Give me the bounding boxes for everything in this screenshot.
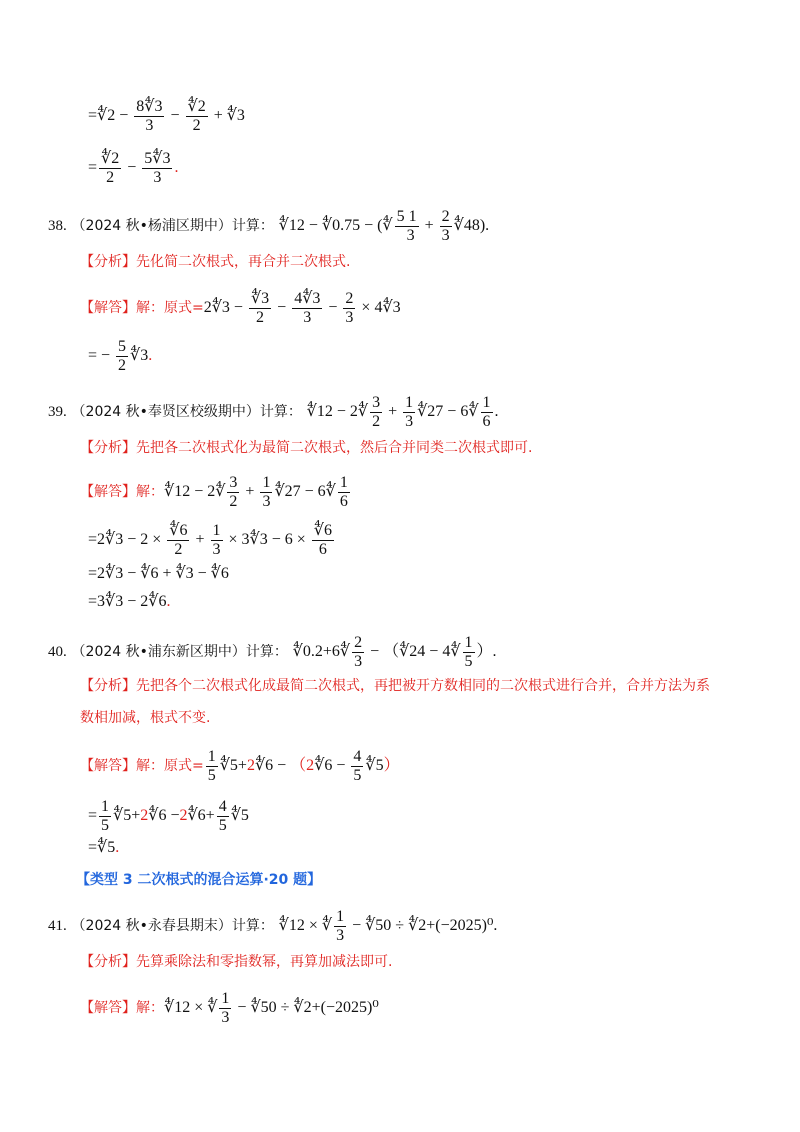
analysis-text: 先把各二次根式化为最简二次根式，然后合并同类二次根式即可. xyxy=(136,440,533,456)
analysis-text: 先把各个二次根式化成最简二次根式，再把被开方数相同的二次根式进行合并，合并方法为系 xyxy=(136,678,710,694)
question-number: 41. xyxy=(48,918,67,935)
analysis-40-line1 xyxy=(80,676,710,696)
question-source: （2024 秋•杨浦区期中）计算： xyxy=(71,218,274,235)
analysis-tag: 【分析】 xyxy=(80,254,136,270)
answer-lead: 解：原式= xyxy=(136,758,204,775)
analysis-38 xyxy=(80,252,350,272)
answer-lead: 解： xyxy=(136,484,164,501)
question-number: 39. xyxy=(48,404,67,421)
analysis-39 xyxy=(80,438,532,458)
answer-lead: 解：原式= xyxy=(136,300,204,317)
answer-40: 【解答】解：原式= $\frac{1}{5}$ ∜5+2∜6 − （2∜6 − $\frac{4}{5}$ ∜5） xyxy=(80,748,400,784)
answer-lead: 解： xyxy=(136,1000,164,1017)
step-39-1: =2∜3 − 2 × $\frac{∜6}{2}$ + $\frac{1}{3}$ × 3∜3 − 6 × $\frac{∜6}{6}$ xyxy=(88,522,332,558)
equation-line: =∜2 − $\frac{8∜3}{3}$ − $\frac{∜2}{2}$ + ∜3 xyxy=(88,98,245,134)
answer-38: 【解答】解：原式=2∜3 − $\frac{∜3}{2}$ − $\frac{4∜3}{3}$ − $\frac{2}{3}$ × 4∜3 xyxy=(80,290,401,326)
question-number: 38. xyxy=(48,218,67,235)
analysis-40-line2: 数相加减，根式不变. xyxy=(80,710,211,726)
answer-41: 【解答】解：∜12 × ∜ $\frac{1}{3}$ − ∜50 ÷ ∜2+(−2025)⁰ xyxy=(80,990,379,1026)
question-source: （2024 秋•永春县期末）计算： xyxy=(71,918,274,935)
question-number: 40. xyxy=(48,644,67,661)
step-40-2: =∜5. xyxy=(88,839,120,856)
answer-tag: 【解答】 xyxy=(80,300,136,317)
question-source: （2024 秋•奉贤区校级期中）计算： xyxy=(71,404,302,421)
answer-tag: 【解答】 xyxy=(80,484,136,501)
analysis-text: 先算乘除法和零指数幂，再算加减法即可. xyxy=(136,954,393,970)
answer-tag: 【解答】 xyxy=(80,758,136,775)
equation-line: = $\frac{∜2}{2}$ − $\frac{5∜3}{3}$ . xyxy=(88,150,179,186)
analysis-tag: 【分析】 xyxy=(80,954,136,970)
question-38: 38. （2024 秋•杨浦区期中）计算： ∜12 − ∜0.75 − (∜ $\frac{5 1}{3}$ + $\frac{2}{3}$ ∜48). xyxy=(48,208,490,244)
step-39-3: =3∜3 − 2∜6. xyxy=(88,593,171,610)
step-40-1: = $\frac{1}{5}$ ∜5+2∜6 −2∜6+ $\frac{4}{5}$ ∜5 xyxy=(88,798,249,834)
analysis-tag: 【分析】 xyxy=(80,440,136,456)
question-39: 39. （2024 秋•奉贤区校级期中）计算： ∜12 − 2∜ $\frac{3}{2}$ + $\frac{1}{3}$ ∜27 − 6∜ $\frac{1}{6}$ . xyxy=(48,394,499,430)
analysis-41 xyxy=(80,952,392,972)
answer-39: 【解答】解：∜12 − 2∜ $\frac{3}{2}$ + $\frac{1}{3}$ ∜27 − 6∜ $\frac{1}{6}$ xyxy=(80,474,348,510)
question-source: （2024 秋•浦东新区期中）计算： xyxy=(71,644,288,661)
question-41: 41. （2024 秋•永春县期末）计算： ∜12 × ∜ $\frac{1}{3}$ − ∜50 ÷ ∜2+(−2025)⁰. xyxy=(48,908,498,944)
section-header: 【类型 3 二次根式的混合运算·20 题】 xyxy=(76,872,322,888)
step-39-2: =2∜3 − ∜6 + ∜3 − ∜6 xyxy=(88,565,229,582)
answer-tag: 【解答】 xyxy=(80,1000,136,1017)
result-38: = − $\frac{5}{2}$ ∜3. xyxy=(88,338,153,374)
question-40: 40. （2024 秋•浦东新区期中）计算： ∜0.2+6∜ $\frac{2}{3}$ − （∜24 − 4∜ $\frac{1}{5}$ ）. xyxy=(48,634,497,670)
analysis-text: 先化简二次根式，再合并二次根式. xyxy=(136,254,351,270)
analysis-tag: 【分析】 xyxy=(80,678,136,694)
